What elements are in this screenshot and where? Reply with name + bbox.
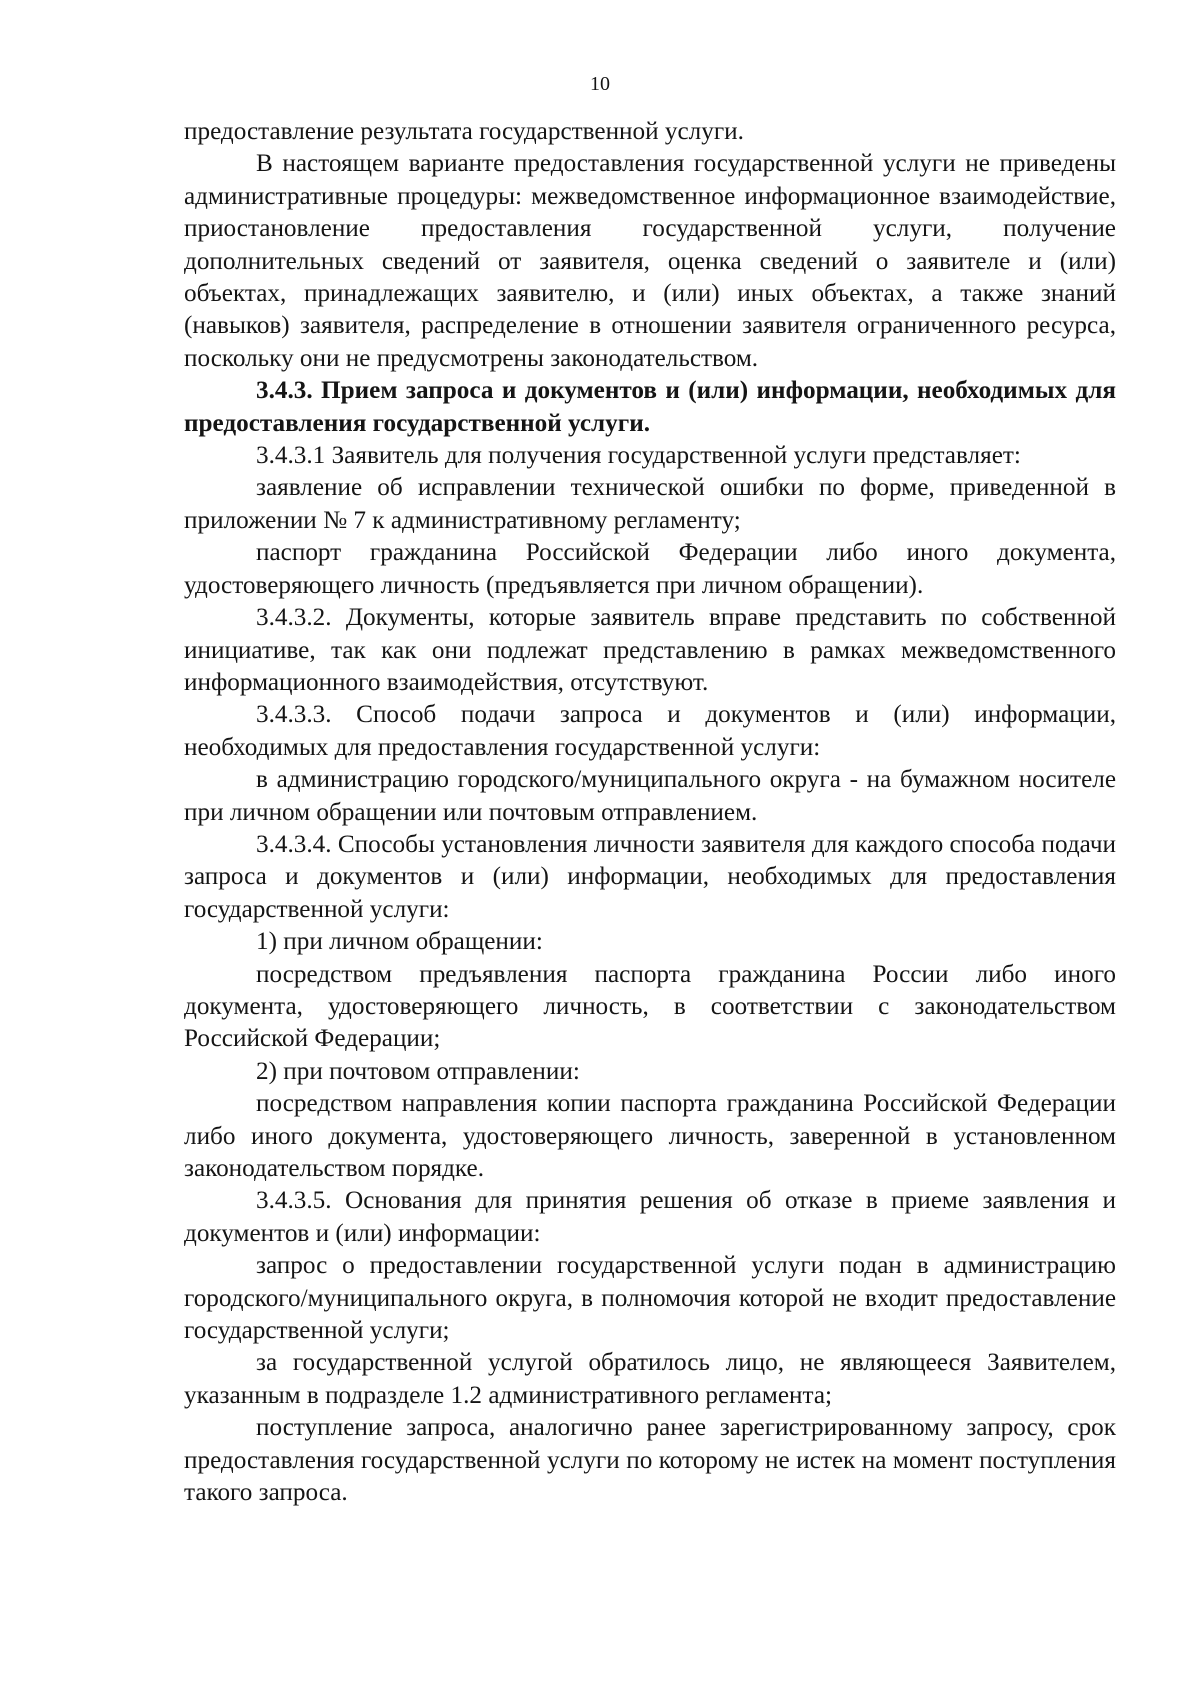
list-item-postal: 2) при почтовом отправлении: [256, 1057, 580, 1085]
paragraph-3-4-3-5: 3.4.3.5. Основания для принятия решения об отказе в приеме заявления и документов и (или) информации: [184, 1187, 1116, 1247]
list-item-wrong-administration: запрос о предоставлении государственной услуги подан в администрацию городского/муниципального округа, в полномочия которой не входит предоставление государственной услуги; [184, 1252, 1116, 1345]
list-item-not-applicant: за государственной услугой обратилось лицо, не являющееся Заявителем, указанным в подразделе 1.2 административного регламента; [184, 1349, 1116, 1409]
list-item-duplicate-request: поступление запроса, аналогично ранее зарегистрированному запросу, срок предоставления государственной услуги по которому не истек на момент поступления такого запроса. [184, 1414, 1116, 1507]
paragraph-passport-presentation: посредством предъявления паспорта гражданина России либо иного документа, удостоверяющего личность, в соответствии с законодательством Российской Федерации; [184, 960, 1116, 1053]
list-item-administration: в администрацию городского/муниципального округа - на бумажном носителе при личном обращении или почтовым отправлением. [184, 766, 1116, 826]
document-body [184, 116, 1116, 1509]
list-item-personal-visit: 1) при личном обращении: [256, 928, 543, 956]
paragraph-not-listed-procedures: В настоящем варианте предоставления государственной услуги не приведены административные процедуры: межведомственное информационное взаимодействие, приостановление предоставления государственной услуги, получение дополнительных сведений от заявителя, оценка сведений о заявителе и (или) объектах, принадлежащих заявителю, и (или) иных объектах, а также знаний (навыков) заявителя, распределение в отношении заявителя ограниченного ресурса, поскольку они не предусмотрены законодательством. [184, 150, 1116, 372]
section-heading-3-4-3: 3.4.3. Прием запроса и документов и (или) информации, необходимых для предоставления государственной услуги. [184, 377, 1116, 437]
list-item-passport: паспорт гражданина Российской Федерации либо иного документа, удостоверяющего личность (предъявляется при личном обращении). [184, 539, 1116, 599]
paragraph-3-4-3-1: 3.4.3.1 Заявитель для получения государственной услуги представляет: [256, 442, 1021, 470]
paragraph-3-4-3-4: 3.4.3.4. Способы установления личности заявителя для каждого способа подачи запроса и документов и (или) информации, необходимых для предоставления государственной услуги: [184, 830, 1116, 923]
paragraph-continuation: предоставление результата государственной услуги. [184, 118, 744, 145]
paragraph-3-4-3-3: 3.4.3.3. Способ подачи запроса и документов и (или) информации, необходимых для предоставления государственной услуги: [184, 701, 1116, 761]
paragraph-passport-copy: посредством направления копии паспорта гражданина Российской Федерации либо иного документа, удостоверяющего личность, заверенной в установленном законодательством порядке. [184, 1090, 1116, 1182]
paragraph-3-4-3-2: 3.4.3.2. Документы, которые заявитель вправе представить по собственной инициативе, так как они подлежат представлению в рамках межведомственного информационного взаимодействия, отсутствуют. [184, 604, 1116, 696]
page-number: 10 [590, 73, 610, 95]
list-item-application: заявление об исправлении технической ошибки по форме, приведенной в приложении № 7 к административному регламенту; [184, 474, 1116, 534]
